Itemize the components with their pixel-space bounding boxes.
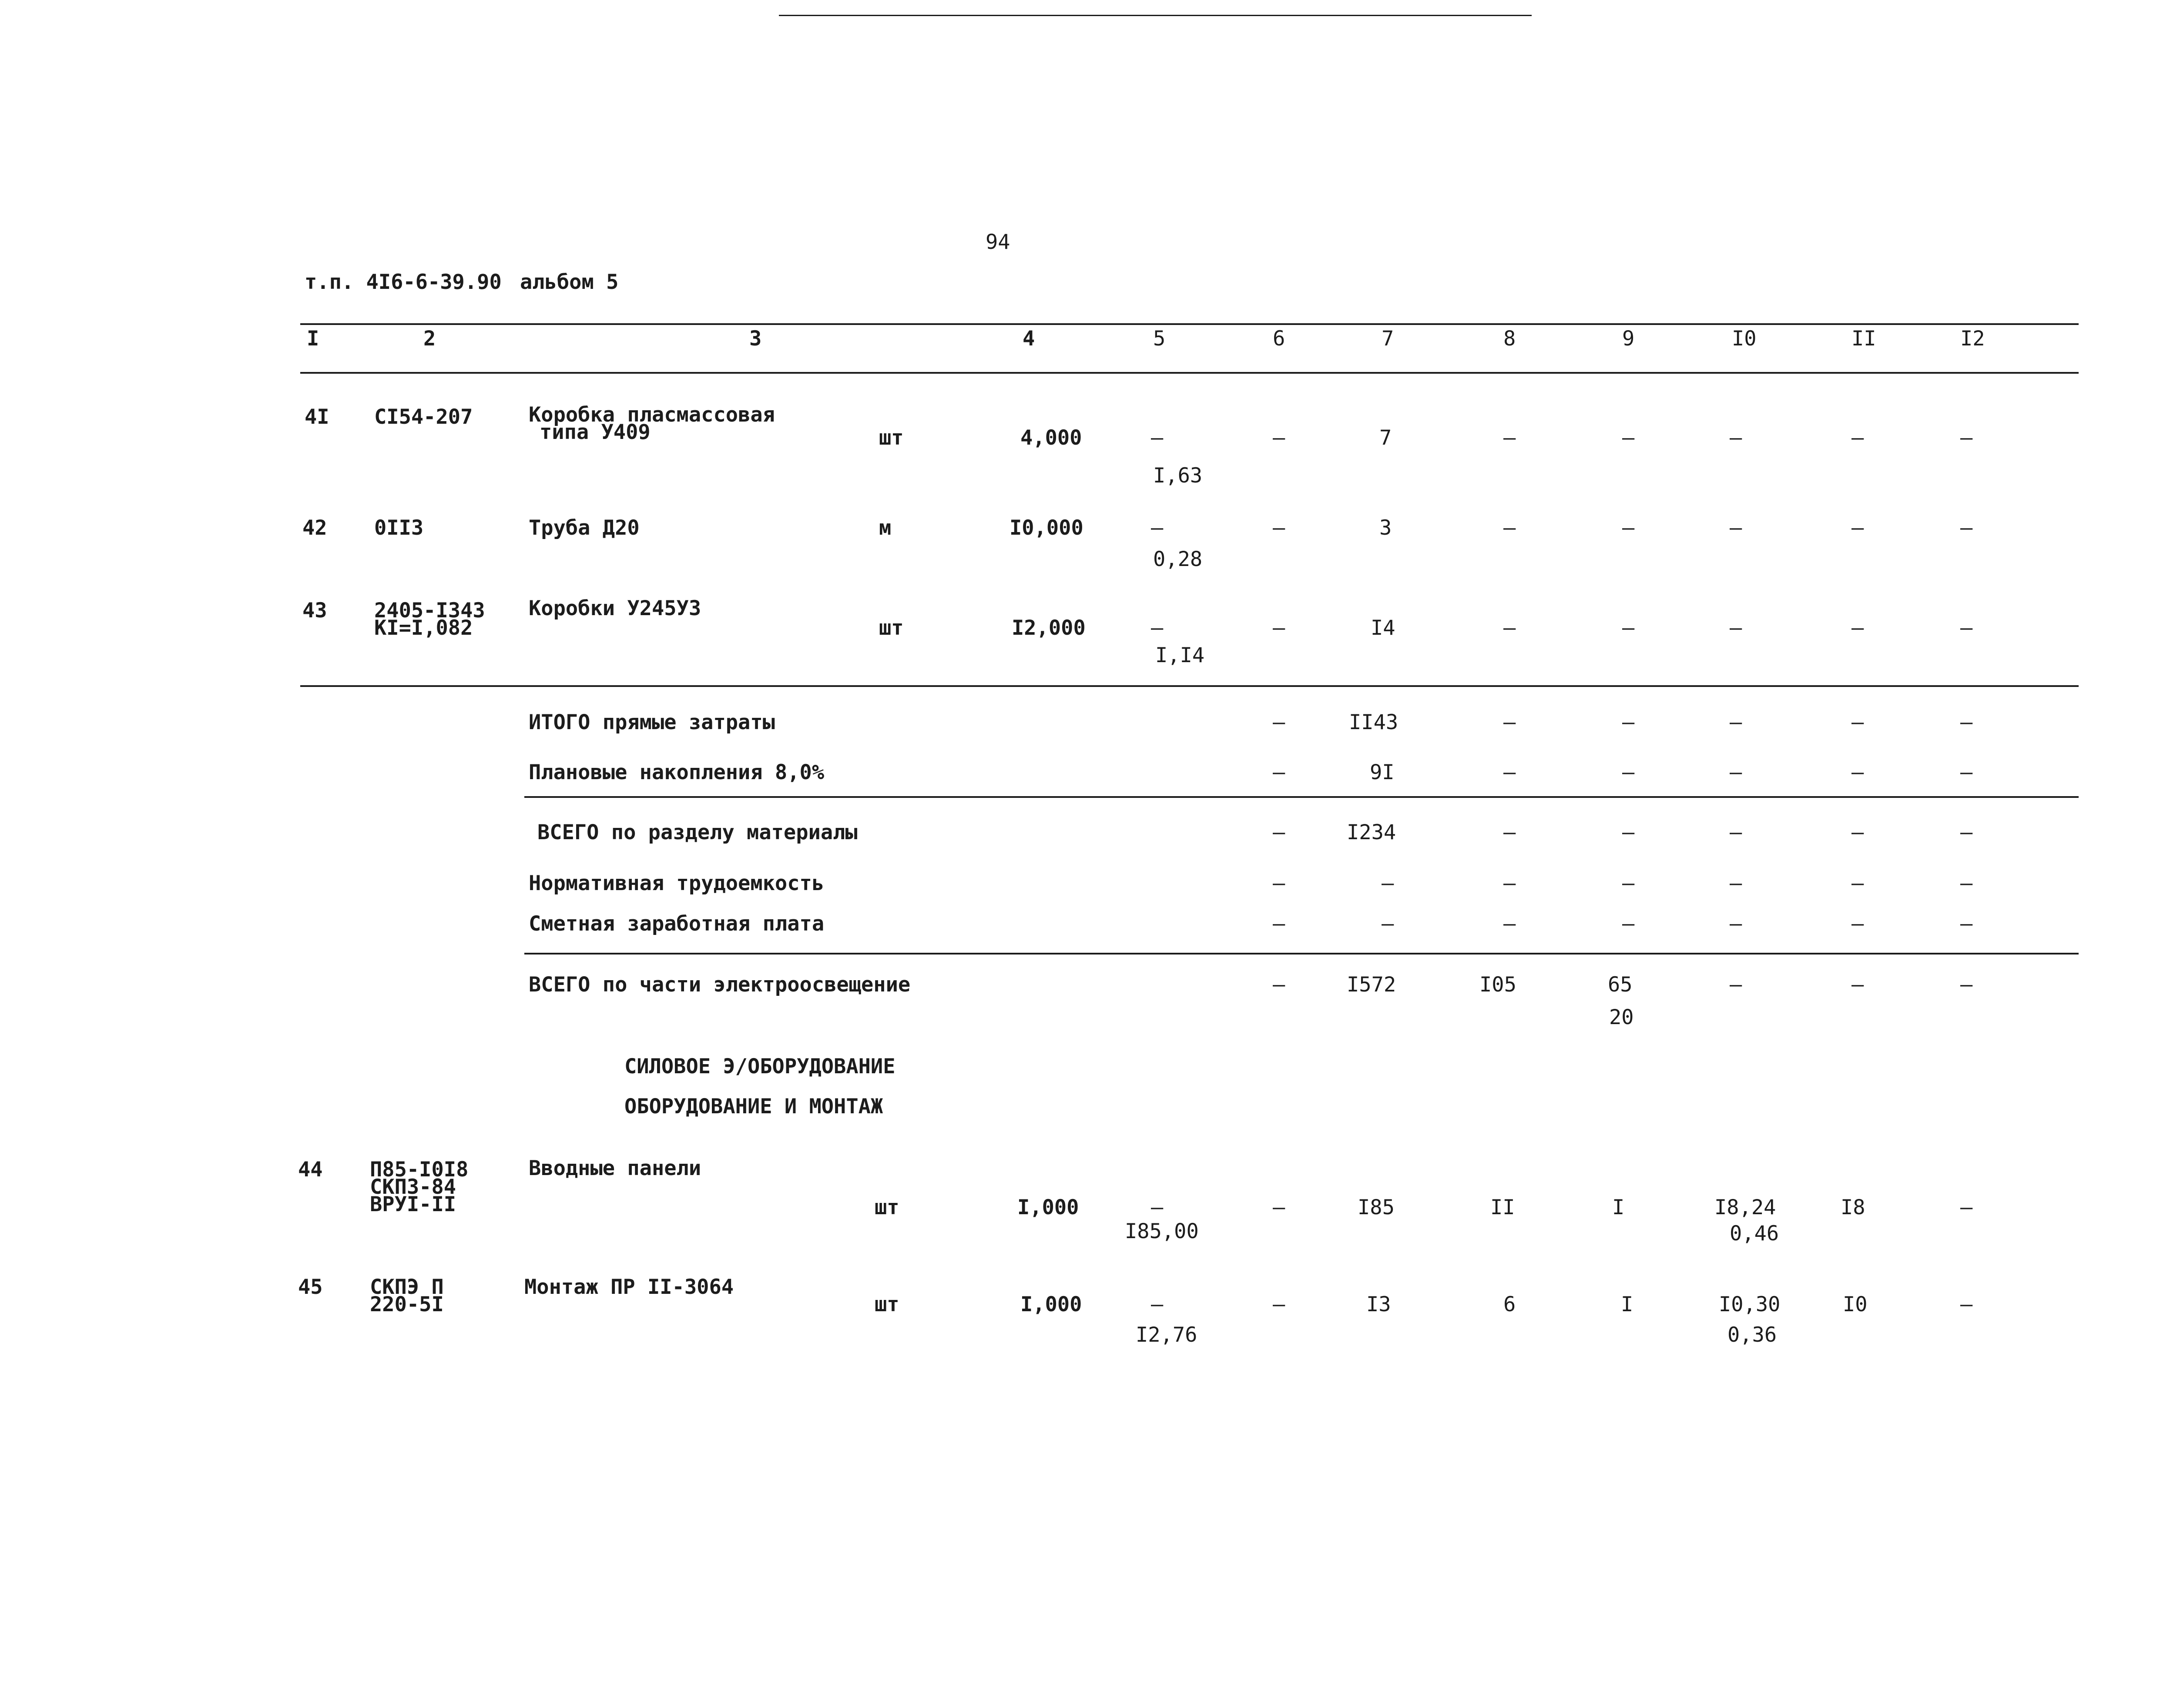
items-bottom-rule xyxy=(300,685,2079,687)
row-col10: – xyxy=(1730,516,1742,540)
row-col11: I0 xyxy=(1843,1293,1868,1316)
row-unit: шт xyxy=(879,426,904,450)
summary-col8: – xyxy=(1503,710,1516,734)
row-col5-top: – xyxy=(1151,616,1164,640)
row-col9: I xyxy=(1621,1293,1633,1316)
column-header-4: 4 xyxy=(1023,327,1035,351)
row-name: Труба Д20 xyxy=(529,516,640,540)
column-header-12: I2 xyxy=(1960,327,1985,351)
summary-col6: – xyxy=(1273,871,1285,895)
row-col6: – xyxy=(1273,1196,1285,1219)
row-col12: – xyxy=(1960,516,1973,540)
row-col9: – xyxy=(1622,616,1635,640)
summary-col10: – xyxy=(1730,760,1742,784)
summary-label: Сметная заработная плата xyxy=(529,912,825,936)
summary-col9: – xyxy=(1622,760,1635,784)
row-col7: 7 xyxy=(1379,426,1392,450)
row-col8: II xyxy=(1490,1196,1515,1219)
row-col5-top: – xyxy=(1151,516,1164,540)
total-col11: – xyxy=(1851,973,1864,997)
table-header-bottom-rule xyxy=(300,372,2079,374)
summary-label: ВСЕГО по разделу материалы xyxy=(537,821,858,844)
row-quantity: I2,000 xyxy=(1012,616,1086,640)
row-col6: – xyxy=(1273,516,1285,540)
summary-col11: – xyxy=(1851,912,1864,936)
summary-col11: – xyxy=(1851,710,1864,734)
row-col5-bottom: I2,76 xyxy=(1136,1323,1197,1347)
page-number: 94 xyxy=(986,230,1010,254)
row-quantity: I,000 xyxy=(1017,1196,1079,1219)
summary-col7: 9I xyxy=(1370,760,1395,784)
row-col11: – xyxy=(1851,616,1864,640)
row-number: 42 xyxy=(302,516,327,540)
summary-label: Плановые накопления 8,0% xyxy=(529,760,825,784)
summary-col7: II43 xyxy=(1349,710,1399,734)
row-unit: м xyxy=(879,516,892,540)
summary-col7: I234 xyxy=(1347,821,1396,844)
row-col9: – xyxy=(1622,426,1635,450)
row-name: Монтаж ПР II-3064 xyxy=(524,1275,734,1299)
row-col11: I8 xyxy=(1841,1196,1865,1219)
column-header-5: 5 xyxy=(1153,327,1166,351)
column-header-10: I0 xyxy=(1732,327,1757,351)
summary-col11: – xyxy=(1851,871,1864,895)
row-unit: шт xyxy=(879,616,904,640)
column-header-6: 6 xyxy=(1273,327,1285,351)
row-col12: – xyxy=(1960,426,1973,450)
summary-col12: – xyxy=(1960,821,1973,844)
total-col12: – xyxy=(1960,973,1973,997)
total-col10: – xyxy=(1730,973,1742,997)
summary-col6: – xyxy=(1273,912,1285,936)
column-header-7: 7 xyxy=(1382,327,1394,351)
row-quantity: I,000 xyxy=(1020,1293,1082,1316)
row-code: 0II3 xyxy=(374,516,424,540)
summary-col12: – xyxy=(1960,912,1973,936)
row-col9: I xyxy=(1612,1196,1625,1219)
summary-col10: – xyxy=(1730,912,1742,936)
top-scan-line xyxy=(779,15,1532,16)
summary-col12: – xyxy=(1960,760,1973,784)
summary-rule-1 xyxy=(524,796,2079,798)
row-name: Коробки У245У3 xyxy=(529,596,701,620)
row-col5-top: – xyxy=(1151,426,1164,450)
summary-col10: – xyxy=(1730,710,1742,734)
row-number: 43 xyxy=(302,599,327,623)
section-subheading: ОБОРУДОВАНИЕ И МОНТАЖ xyxy=(624,1095,883,1119)
row-col10: I8,24 xyxy=(1714,1196,1776,1219)
row-code: 220-5I xyxy=(370,1293,444,1316)
summary-col12: – xyxy=(1960,871,1973,895)
row-col10: – xyxy=(1730,426,1742,450)
row-col5-bottom: 0,28 xyxy=(1153,547,1203,571)
total-col7: I572 xyxy=(1347,973,1396,997)
document-reference: т.п. 4I6-6-39.90 xyxy=(305,270,502,294)
row-unit: шт xyxy=(875,1196,899,1219)
row-col11: – xyxy=(1851,516,1864,540)
summary-col7: – xyxy=(1382,912,1394,936)
row-col8: 6 xyxy=(1503,1293,1516,1316)
summary-col6: – xyxy=(1273,821,1285,844)
summary-col6: – xyxy=(1273,760,1285,784)
total-col9: 65 xyxy=(1608,973,1633,997)
row-code: 2405-I343 xyxy=(374,599,485,623)
summary-col9: – xyxy=(1622,710,1635,734)
row-col12: – xyxy=(1960,616,1973,640)
row-col10: I0,30 xyxy=(1719,1293,1781,1316)
row-col10-bottom: 0,46 xyxy=(1730,1222,1779,1246)
row-number: 44 xyxy=(298,1158,323,1182)
row-col7: I3 xyxy=(1366,1293,1391,1316)
row-col7: 3 xyxy=(1379,516,1392,540)
row-col12: – xyxy=(1960,1196,1973,1219)
summary-col8: – xyxy=(1503,760,1516,784)
summary-col12: – xyxy=(1960,710,1973,734)
row-name: Коробка пласмассовая xyxy=(529,403,775,427)
row-number: 45 xyxy=(298,1275,323,1299)
row-col11: – xyxy=(1851,426,1864,450)
column-header-1: I xyxy=(307,327,319,351)
summary-col7: – xyxy=(1382,871,1394,895)
row-col6: – xyxy=(1273,1293,1285,1316)
row-col8: – xyxy=(1503,516,1516,540)
row-col7: I4 xyxy=(1371,616,1395,640)
row-code: ВРУI-II xyxy=(370,1192,456,1216)
column-header-11: II xyxy=(1851,327,1876,351)
summary-col8: – xyxy=(1503,912,1516,936)
summary-label: Нормативная трудоемкость xyxy=(529,871,825,895)
row-quantity: 4,000 xyxy=(1020,426,1082,450)
summary-col10: – xyxy=(1730,871,1742,895)
summary-col11: – xyxy=(1851,760,1864,784)
summary-col8: – xyxy=(1503,871,1516,895)
row-col5-top: – xyxy=(1151,1196,1164,1219)
row-code: CI54-207 xyxy=(374,405,473,429)
row-col6: – xyxy=(1273,426,1285,450)
row-code: СКПЗ-84 xyxy=(370,1175,456,1199)
summary-col9: – xyxy=(1622,871,1635,895)
row-col9: – xyxy=(1622,516,1635,540)
column-header-8: 8 xyxy=(1503,327,1516,351)
row-col8: – xyxy=(1503,616,1516,640)
row-col10-bottom: 0,36 xyxy=(1727,1323,1777,1347)
row-unit: шт xyxy=(875,1293,899,1316)
table-top-rule xyxy=(300,323,2079,325)
summary-label: ИТОГО прямые затраты xyxy=(529,710,775,734)
summary-col6: – xyxy=(1273,710,1285,734)
row-quantity: I0,000 xyxy=(1010,516,1083,540)
row-col7: I85 xyxy=(1358,1196,1395,1219)
total-col8: I05 xyxy=(1479,973,1516,997)
section-heading: СИЛОВОЕ Э/ОБОРУДОВАНИЕ xyxy=(624,1055,896,1078)
row-col5-top: – xyxy=(1151,1293,1164,1316)
column-header-9: 9 xyxy=(1622,327,1635,351)
row-col5-bottom: I,63 xyxy=(1153,464,1203,488)
row-code: СКПЭ П xyxy=(370,1275,444,1299)
row-name: типа У409 xyxy=(540,420,651,444)
row-code: П85-I0I8 xyxy=(370,1158,469,1182)
row-col10: – xyxy=(1730,616,1742,640)
summary-col9: – xyxy=(1622,821,1635,844)
summary-rule-2 xyxy=(524,953,2079,954)
row-col12: – xyxy=(1960,1293,1973,1316)
column-header-3: 3 xyxy=(749,327,762,351)
row-col5-bottom: I85,00 xyxy=(1125,1219,1199,1243)
summary-col8: – xyxy=(1503,821,1516,844)
row-code: KI=I,082 xyxy=(374,616,473,640)
summary-col11: – xyxy=(1851,821,1864,844)
row-col6: – xyxy=(1273,616,1285,640)
total-col6: – xyxy=(1273,973,1285,997)
column-header-2: 2 xyxy=(423,327,436,351)
row-col5-bottom: I,I4 xyxy=(1155,643,1205,667)
summary-col10: – xyxy=(1730,821,1742,844)
summary-col9: – xyxy=(1622,912,1635,936)
row-name: Вводные панели xyxy=(529,1156,701,1180)
row-col8: – xyxy=(1503,426,1516,450)
row-number: 4I xyxy=(305,405,329,429)
total-label: ВСЕГО по части электроосвещение xyxy=(529,973,911,997)
total-col9-bottom: 20 xyxy=(1609,1005,1634,1029)
album-label: альбом 5 xyxy=(520,270,619,294)
